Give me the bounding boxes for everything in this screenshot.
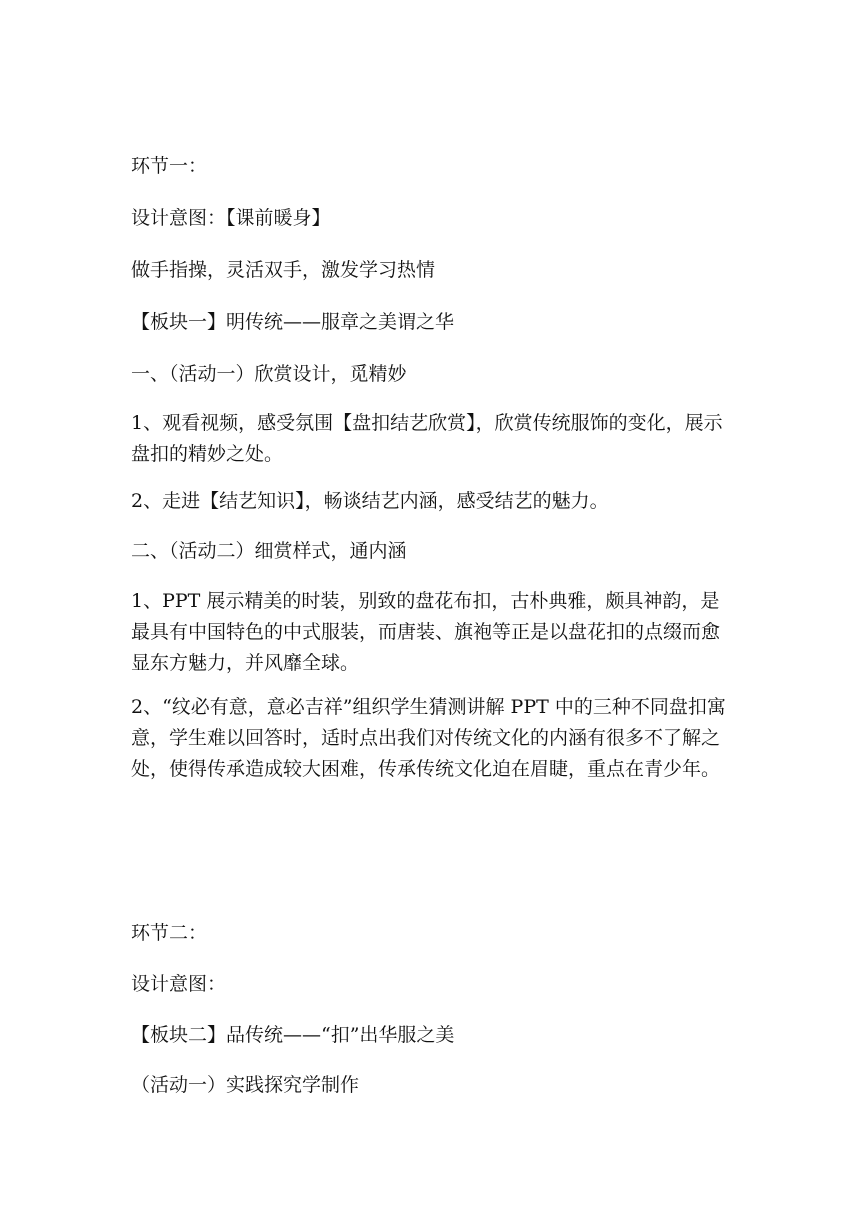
activity2-item1: 1、PPT 展示精美的时装，别致的盘花布扣，古朴典雅，颇具神韵，是最具有中国特色的中式服装，而唐装、旗袍等正是以盘花扣的点缀而愈显东方魅力，并风靡全球。	[131, 590, 721, 674]
section1-heading: 环节一：	[131, 155, 208, 177]
block2-title: 【板块二】品传统——“扣”出华服之美	[131, 1024, 455, 1046]
section2-design-intent: 设计意图：	[131, 973, 227, 995]
activity1-item1: 1、观看视频，感受氛围【盘扣结艺欣赏】，欣赏传统服饰的变化，展示盘扣的精妙之处。	[131, 412, 723, 465]
section2-heading: 环节二：	[131, 922, 208, 944]
activity1-title: 一、（活动一）欣赏设计，觅精妙	[131, 363, 407, 385]
section2-activity1-title: （活动一）实践探究学制作	[131, 1074, 360, 1096]
activity2-title: 二、（活动二）细赏样式，通内涵	[131, 540, 407, 562]
activity2-item2: 2、“纹必有意，意必吉祥”组织学生猜测讲解 PPT 中的三种不同盘扣寓意，学生难以回答时，适时点出我们对传统文化的内涵有很多不了解之处，使得传承造成较大困难，传承传统文化迫在眉睫，重点在青少年。	[131, 696, 726, 780]
section1-design-intent: 设计意图：【课前暖身】	[131, 207, 331, 229]
warmup-text: 做手指操，灵活双手，激发学习热情	[131, 259, 436, 281]
block1-title: 【板块一】明传统——服章之美谓之华	[131, 311, 455, 333]
activity1-item2: 2、走进【结艺知识】，畅谈结艺内涵，感受结艺的魅力。	[131, 490, 609, 512]
